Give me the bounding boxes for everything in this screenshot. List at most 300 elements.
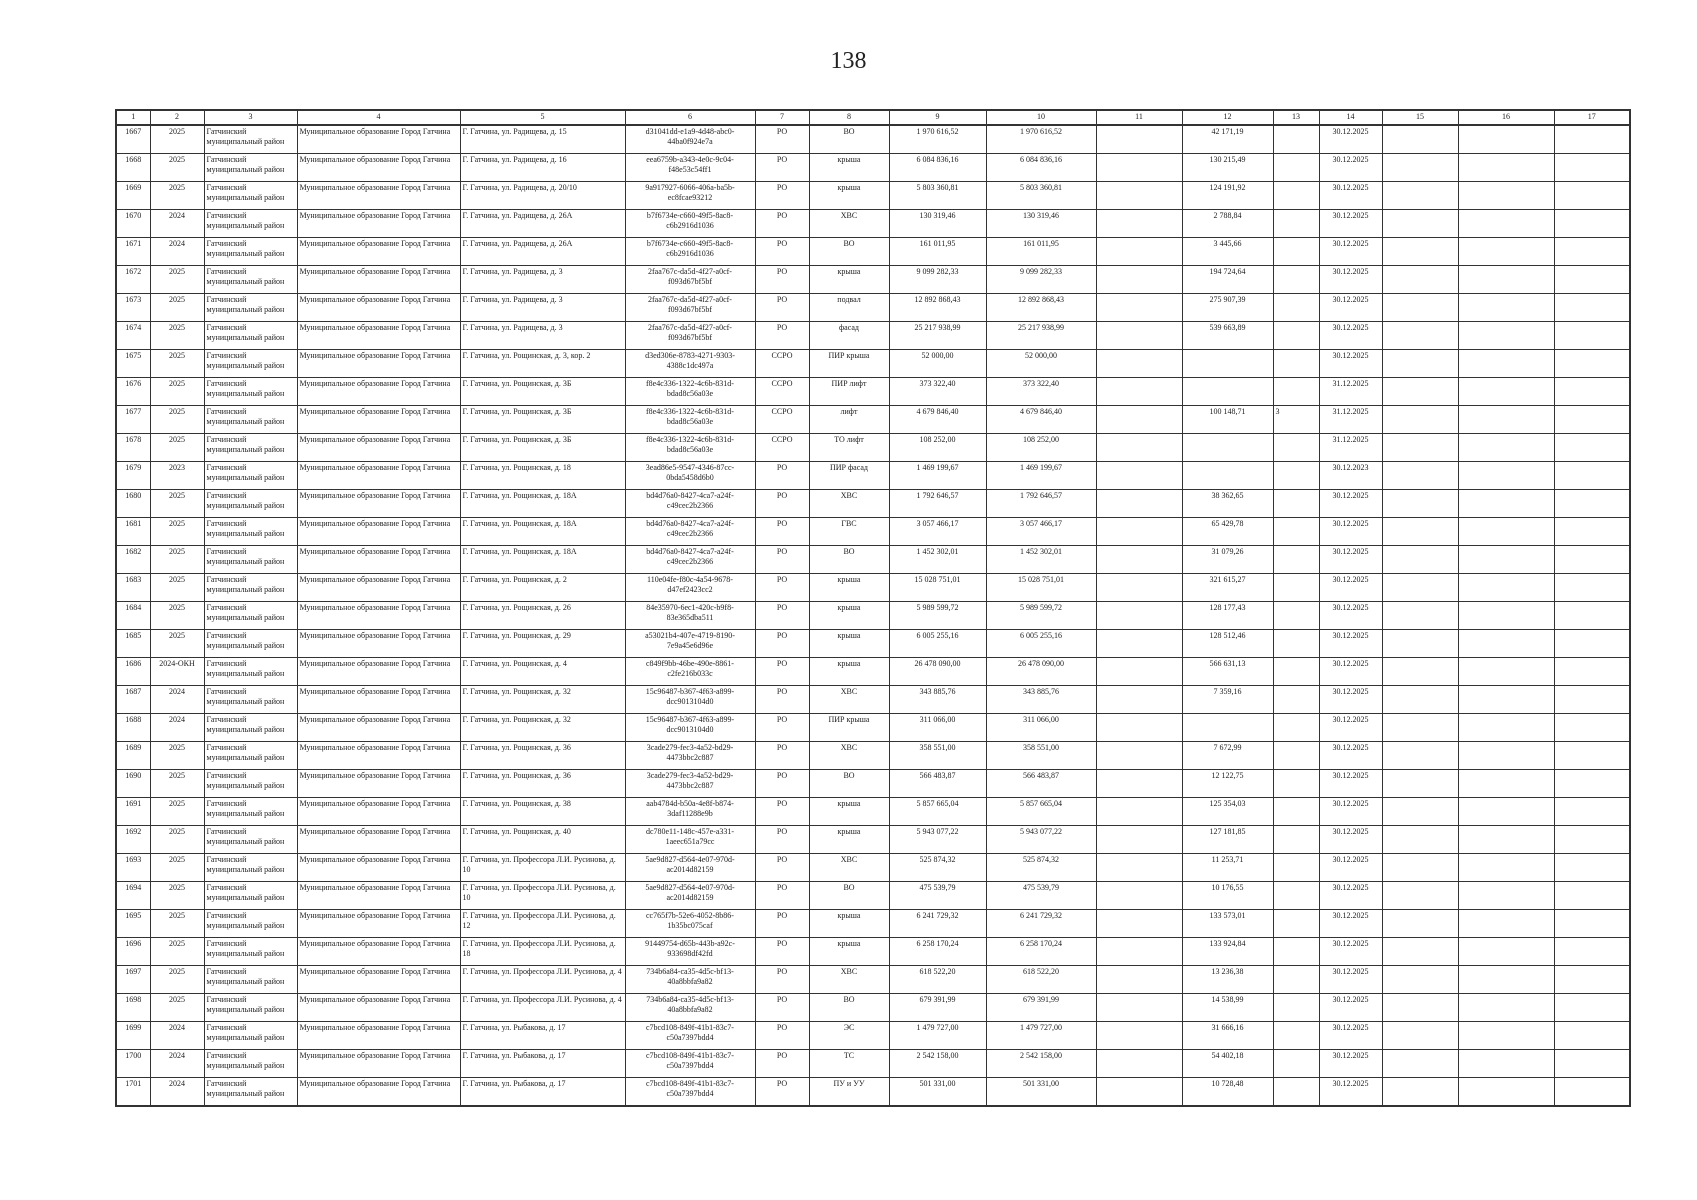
table-cell: 133 573,01 [1182,910,1273,938]
table-row [116,658,1630,686]
table-cell: Муниципальное образование Город Гатчина [297,742,460,770]
table-cell [1273,574,1319,602]
table-cell: 5 857 665,04 [889,798,986,826]
table-cell: РО [755,266,809,294]
table-cell: 321 615,27 [1182,574,1273,602]
table-cell: 2024 [150,1078,204,1107]
table-cell: 3 057 466,17 [889,518,986,546]
table-cell [1273,770,1319,798]
table-cell: 2025 [150,154,204,182]
table-cell [1554,1022,1630,1050]
table-cell: РО [755,770,809,798]
table-cell [1554,462,1630,490]
table-cell [1554,406,1630,434]
table-cell [1458,798,1554,826]
table-cell: РО [755,1022,809,1050]
table-cell [1382,770,1458,798]
table-cell [1554,125,1630,154]
table-cell [1273,490,1319,518]
table-cell: 3 445,66 [1182,238,1273,266]
table-cell: Муниципальное образование Город Гатчина [297,322,460,350]
table-cell: c849f9bb-46be-490e-8861-c2fe216b033c [625,658,755,686]
table-cell: Муниципальное образование Город Гатчина [297,1022,460,1050]
table-cell: ССРО [755,406,809,434]
table-cell: 1692 [116,826,150,854]
table-cell [1382,742,1458,770]
table-cell: 1675 [116,350,150,378]
table-cell: 1671 [116,238,150,266]
table-row [116,266,1630,294]
table-cell [1458,182,1554,210]
table-cell: Гатчинский муниципальный район [204,994,297,1022]
table-cell [1273,798,1319,826]
table-cell: aab4784d-b50a-4e8f-b874-3daf11288e9b [625,798,755,826]
table-cell: Гатчинский муниципальный район [204,546,297,574]
table-cell: Гатчинский муниципальный район [204,770,297,798]
table-cell [1096,462,1182,490]
table-row [116,826,1630,854]
table-cell: ССРО [755,434,809,462]
table-cell: Муниципальное образование Город Гатчина [297,182,460,210]
table-cell [1273,686,1319,714]
register-table [115,109,1631,1107]
table-cell [1096,574,1182,602]
table-cell: 30.12.2025 [1319,546,1382,574]
table-cell: 1 479 727,00 [986,1022,1096,1050]
table-cell: 125 354,03 [1182,798,1273,826]
table-cell [1554,602,1630,630]
table-cell: 6 005 255,16 [889,630,986,658]
table-cell: Гатчинский муниципальный район [204,826,297,854]
table-cell [1458,1078,1554,1107]
table-cell: Г. Гатчина, ул. Рощинская, д. 3, кор. 2 [460,350,625,378]
table-cell [1382,518,1458,546]
table-cell: Г. Гатчина, ул. Рощинская, д. 18 [460,462,625,490]
table-cell: Гатчинский муниципальный район [204,378,297,406]
table-cell: крыша [809,658,889,686]
table-cell [1096,210,1182,238]
table-cell: крыша [809,574,889,602]
table-cell [1554,798,1630,826]
table-cell [1273,742,1319,770]
table-cell: 9 099 282,33 [889,266,986,294]
table-cell: Г. Гатчина, ул. Рощинская, д. 3Б [460,434,625,462]
table-cell: 1670 [116,210,150,238]
table-cell: Муниципальное образование Город Гатчина [297,1050,460,1078]
column-header: 13 [1273,110,1319,125]
table-cell: 475 539,79 [889,882,986,910]
table-cell: 30.12.2025 [1319,125,1382,154]
table-cell: Муниципальное образование Город Гатчина [297,350,460,378]
table-cell: ВО [809,546,889,574]
table-cell: Г. Гатчина, ул. Профессора Л.И. Русинова, д. 4 [460,966,625,994]
table-cell: 1695 [116,910,150,938]
table-cell [1458,630,1554,658]
table-cell [1554,518,1630,546]
column-header: 3 [204,110,297,125]
table-cell: 2025 [150,490,204,518]
column-header: 15 [1382,110,1458,125]
table-cell: крыша [809,154,889,182]
table-cell: 30.12.2025 [1319,910,1382,938]
table-cell: 30.12.2025 [1319,966,1382,994]
table-cell: 2 542 158,00 [889,1050,986,1078]
column-header: 16 [1458,110,1554,125]
table-cell [1458,322,1554,350]
table-cell [1458,994,1554,1022]
table-cell: 161 011,95 [986,238,1096,266]
table-cell: 5 943 077,22 [986,826,1096,854]
table-cell: c7bcd108-849f-41b1-83c7-c50a7397bdd4 [625,1022,755,1050]
table-cell [1382,238,1458,266]
table-cell: Муниципальное образование Город Гатчина [297,602,460,630]
table-cell: Гатчинский муниципальный район [204,238,297,266]
table-cell [1554,1078,1630,1107]
table-cell: 10 176,55 [1182,882,1273,910]
table-cell [1096,966,1182,994]
table-cell [1382,966,1458,994]
table-cell: РО [755,1078,809,1107]
table-cell [1273,630,1319,658]
table-cell [1273,714,1319,742]
table-cell [1382,462,1458,490]
table-cell: 475 539,79 [986,882,1096,910]
table-row [116,854,1630,882]
table-cell: Гатчинский муниципальный район [204,1078,297,1107]
table-cell: 6 084 836,16 [889,154,986,182]
table-cell: 15 028 751,01 [986,574,1096,602]
table-cell [1554,574,1630,602]
table-cell: Гатчинский муниципальный район [204,406,297,434]
table-cell: РО [755,518,809,546]
table-row [116,938,1630,966]
table-cell: 5 943 077,22 [889,826,986,854]
table-cell [1273,826,1319,854]
table-cell [1382,1050,1458,1078]
table-cell: 358 551,00 [889,742,986,770]
table-cell: Г. Гатчина, ул. Рыбакова, д. 17 [460,1050,625,1078]
table-cell: ВО [809,770,889,798]
table-cell [1273,434,1319,462]
table-cell [1554,910,1630,938]
table-cell: 2025 [150,546,204,574]
table-cell: 2025 [150,434,204,462]
table-cell: 52 000,00 [986,350,1096,378]
table-cell: Муниципальное образование Город Гатчина [297,125,460,154]
table-cell: a53021b4-407e-4719-8190-7e9a45e6d96e [625,630,755,658]
table-cell [1382,322,1458,350]
table-cell [1554,182,1630,210]
table-cell: 679 391,99 [889,994,986,1022]
column-header: 6 [625,110,755,125]
table-cell: 539 663,89 [1182,322,1273,350]
table-cell: РО [755,182,809,210]
table-cell: крыша [809,910,889,938]
table-cell: c7bcd108-849f-41b1-83c7-c50a7397bdd4 [625,1050,755,1078]
table-cell: лифт [809,406,889,434]
table-cell: Г. Гатчина, ул. Профессора Л.И. Русинова, д. 4 [460,994,625,1022]
table-cell: 15 028 751,01 [889,574,986,602]
table-cell: 52 000,00 [889,350,986,378]
table-cell: Муниципальное образование Город Гатчина [297,406,460,434]
table-cell [1382,882,1458,910]
column-header: 2 [150,110,204,125]
table-cell [1458,266,1554,294]
table-cell: 2faa767c-da5d-4f27-a0cf-f093d67bf5bf [625,266,755,294]
table-cell: Г. Гатчина, ул. Профессора Л.И. Русинова, д. 10 [460,854,625,882]
table-cell [1554,686,1630,714]
table-cell [1382,826,1458,854]
table-cell: ПИР лифт [809,378,889,406]
table-cell: 108 252,00 [986,434,1096,462]
table-cell [1096,322,1182,350]
table-cell: 31 666,16 [1182,1022,1273,1050]
table-cell: Г. Гатчина, ул. Радищева, д. 3 [460,266,625,294]
table-cell [1458,602,1554,630]
table-cell: 30.12.2025 [1319,994,1382,1022]
table-cell: Г. Гатчина, ул. Радищева, д. 26А [460,210,625,238]
table-cell: Гатчинский муниципальный район [204,322,297,350]
table-cell: 1688 [116,714,150,742]
table-cell [1096,910,1182,938]
table-cell [1382,1078,1458,1107]
table-cell: ХВС [809,854,889,882]
table-cell [1273,154,1319,182]
table-cell [1554,154,1630,182]
table-cell: d31041dd-e1a9-4d48-abc0-44ba0f924e7a [625,125,755,154]
table-cell: 15c96487-b367-4f63-a899-dcc9013104d0 [625,686,755,714]
table-cell: 30.12.2025 [1319,798,1382,826]
table-cell: ГВС [809,518,889,546]
table-row [116,406,1630,434]
table-cell: крыша [809,938,889,966]
column-header: 8 [809,110,889,125]
table-cell: Муниципальное образование Город Гатчина [297,210,460,238]
table-cell: 358 551,00 [986,742,1096,770]
table-cell [1096,994,1182,1022]
table-cell [1273,1078,1319,1107]
table-cell: 1690 [116,770,150,798]
table-row [116,518,1630,546]
table-cell [1096,742,1182,770]
table-cell: 54 402,18 [1182,1050,1273,1078]
table-cell: Муниципальное образование Город Гатчина [297,910,460,938]
table-cell: 128 177,43 [1182,602,1273,630]
table-cell: 5ae9d827-d564-4e07-970d-ac2014d82159 [625,854,755,882]
table-cell: Г. Гатчина, ул. Рощинская, д. 4 [460,658,625,686]
table-cell [1458,294,1554,322]
column-header: 5 [460,110,625,125]
table-cell [1273,546,1319,574]
table-cell: 1698 [116,994,150,1022]
table-cell: Г. Гатчина, ул. Рощинская, д. 3Б [460,406,625,434]
table-cell [1096,294,1182,322]
table-cell: cc765f7b-52e6-4052-8b86-1b35bc075caf [625,910,755,938]
table-cell: РО [755,826,809,854]
table-cell [1182,462,1273,490]
table-cell: 12 892 868,43 [986,294,1096,322]
column-header: 1 [116,110,150,125]
table-cell [1458,658,1554,686]
table-cell: Г. Гатчина, ул. Рощинская, д. 18А [460,518,625,546]
table-cell: 566 483,87 [986,770,1096,798]
table-cell: 30.12.2025 [1319,1050,1382,1078]
table-cell: Муниципальное образование Город Гатчина [297,462,460,490]
table-cell: 2025 [150,938,204,966]
table-cell: 2025 [150,378,204,406]
table-row [116,714,1630,742]
table-cell: 30.12.2025 [1319,882,1382,910]
table-cell [1096,1078,1182,1107]
table-cell: 2 788,84 [1182,210,1273,238]
table-cell [1273,238,1319,266]
table-cell: 311 066,00 [889,714,986,742]
table-cell [1273,854,1319,882]
table-cell: 3cade279-fec3-4a52-bd29-4473bbc2c887 [625,770,755,798]
table-cell [1458,210,1554,238]
table-cell: Г. Гатчина, ул. Рощинская, д. 32 [460,714,625,742]
table-cell: ВО [809,994,889,1022]
table-cell: РО [755,294,809,322]
table-cell: 2025 [150,798,204,826]
table-cell [1273,322,1319,350]
table-cell: Гатчинский муниципальный район [204,966,297,994]
table-cell [1096,154,1182,182]
table-cell: 7 359,16 [1182,686,1273,714]
table-cell: 1689 [116,742,150,770]
table-cell: РО [755,994,809,1022]
table-cell: Г. Гатчина, ул. Рощинская, д. 26 [460,602,625,630]
column-header: 9 [889,110,986,125]
table-cell: 6 258 170,24 [986,938,1096,966]
table-cell: Г. Гатчина, ул. Радищева, д. 20/10 [460,182,625,210]
table-cell: 1696 [116,938,150,966]
table-cell [1382,154,1458,182]
table-cell: 84e35970-6ec1-420c-b9f8-83e365dba511 [625,602,755,630]
table-row [116,742,1630,770]
table-cell: 2025 [150,882,204,910]
table-cell: 3cade279-fec3-4a52-bd29-4473bbc2c887 [625,742,755,770]
table-cell [1273,350,1319,378]
table-cell: 1697 [116,966,150,994]
table-cell: 2024 [150,1050,204,1078]
table-cell: 110e04fe-f80c-4a54-9678-d47ef2423cc2 [625,574,755,602]
table-cell: ПИР фасад [809,462,889,490]
table-row [116,294,1630,322]
table-cell: Г. Гатчина, ул. Рыбакова, д. 17 [460,1022,625,1050]
table-cell: РО [755,658,809,686]
table-cell [1273,658,1319,686]
table-cell: РО [755,490,809,518]
table-cell [1096,798,1182,826]
table-cell [1554,490,1630,518]
table-cell: крыша [809,630,889,658]
table-cell: 31 079,26 [1182,546,1273,574]
table-cell: 31.12.2025 [1319,434,1382,462]
table-cell: Муниципальное образование Город Гатчина [297,714,460,742]
table-cell: РО [755,602,809,630]
table-cell: 6 258 170,24 [889,938,986,966]
table-cell: 1694 [116,882,150,910]
table-cell: 2024 [150,686,204,714]
table-cell [1382,938,1458,966]
table-cell [1382,266,1458,294]
table-cell: 91449754-d65b-443b-a92c-933698df42fd [625,938,755,966]
table-row [116,1050,1630,1078]
table-cell: 30.12.2025 [1319,826,1382,854]
table-cell: 1668 [116,154,150,182]
table-row [116,602,1630,630]
table-cell [1096,518,1182,546]
table-cell: 30.12.2025 [1319,1022,1382,1050]
table-cell: 30.12.2025 [1319,602,1382,630]
table-cell: 2025 [150,630,204,658]
table-cell: 30.12.2025 [1319,630,1382,658]
table-cell: 2025 [150,518,204,546]
table-cell [1554,770,1630,798]
table-cell: Гатчинский муниципальный район [204,714,297,742]
table-cell [1273,210,1319,238]
table-body [116,125,1630,1106]
column-header: 4 [297,110,460,125]
table-cell [1458,154,1554,182]
table-cell: Гатчинский муниципальный район [204,462,297,490]
table-cell: ЭС [809,1022,889,1050]
table-cell [1458,714,1554,742]
table-cell: 1699 [116,1022,150,1050]
table-cell: 31.12.2025 [1319,406,1382,434]
table-cell: 1 792 646,57 [889,490,986,518]
table-cell: 7 672,99 [1182,742,1273,770]
table-cell [1382,182,1458,210]
table-cell [1382,854,1458,882]
table-cell: 1679 [116,462,150,490]
table-cell: 30.12.2025 [1319,742,1382,770]
table-cell: Гатчинский муниципальный район [204,154,297,182]
table-cell: РО [755,938,809,966]
column-header: 17 [1554,110,1630,125]
table-cell [1096,238,1182,266]
table-cell: 679 391,99 [986,994,1096,1022]
table-cell [1382,434,1458,462]
table-cell: Гатчинский муниципальный район [204,210,297,238]
table-cell: ПИР крыша [809,714,889,742]
table-cell: 100 148,71 [1182,406,1273,434]
table-cell [1458,770,1554,798]
table-cell: Гатчинский муниципальный район [204,742,297,770]
table-cell: 31.12.2025 [1319,378,1382,406]
table-cell: крыша [809,798,889,826]
table-cell: f8e4c336-1322-4c6b-831d-bdad8c56a03e [625,434,755,462]
table-cell: крыша [809,602,889,630]
table-cell [1382,125,1458,154]
table-cell: 343 885,76 [889,686,986,714]
table-cell: Муниципальное образование Город Гатчина [297,826,460,854]
table-cell: 2025 [150,574,204,602]
table-cell: Муниципальное образование Город Гатчина [297,854,460,882]
table-cell: 10 728,48 [1182,1078,1273,1107]
table-cell: 1674 [116,322,150,350]
table-cell [1458,882,1554,910]
table-cell [1382,406,1458,434]
table-row [116,350,1630,378]
table-cell [1096,266,1182,294]
table-cell [1273,966,1319,994]
table-cell [1458,238,1554,266]
table-cell: Гатчинский муниципальный район [204,602,297,630]
table-cell: Гатчинский муниципальный район [204,910,297,938]
table-cell: Гатчинский муниципальный район [204,294,297,322]
